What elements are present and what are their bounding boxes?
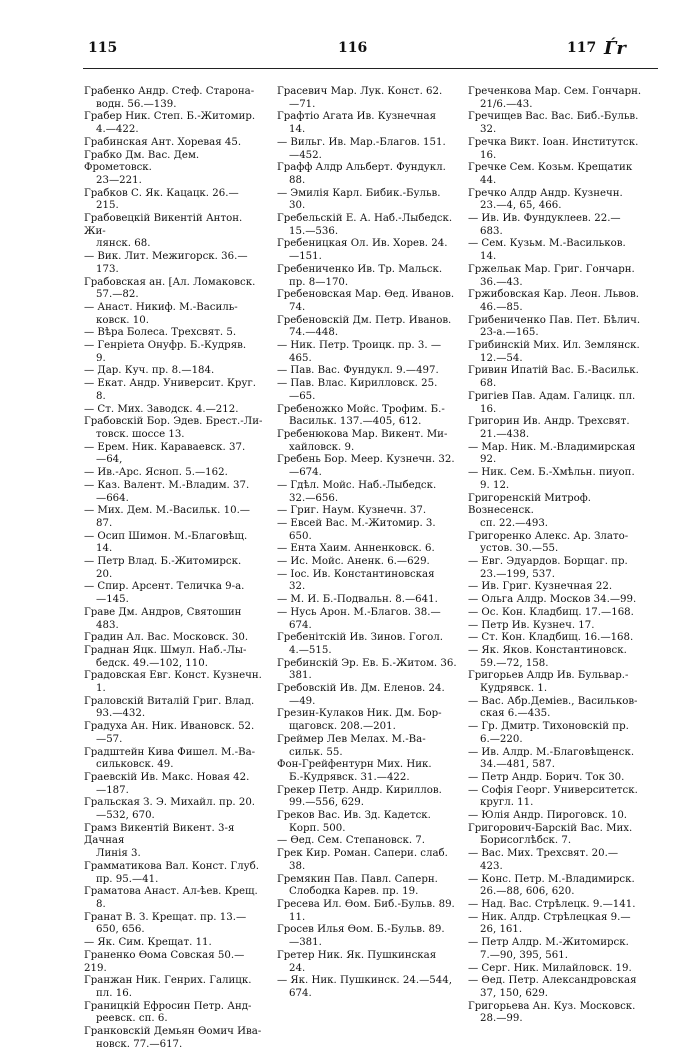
directory-line: — Осип Шимон. М.-Благовѣщ. (84, 530, 248, 542)
directory-line: Слободка Карев. пр. 19. (289, 886, 419, 898)
directory-line: Линія 3. (96, 848, 141, 860)
directory-line: сильк. 55. (289, 746, 343, 758)
directory-line: Граевскій Ив. Макс. Новая 42. (84, 771, 250, 783)
directory-line: 1. (96, 683, 106, 695)
directory-line: — Нусь Арон. М.-Благов. 38.— (277, 606, 441, 618)
directory-line: — Ст. Кон. Кладбищ. 16.—168. (468, 632, 634, 644)
directory-line: 4.—515. (289, 644, 332, 656)
directory-line: Греймер Лев Мелах. М.-Ва- (277, 733, 426, 745)
directory-line: — Ив.-Арс. Ясноп. 5.—162. (84, 467, 228, 479)
directory-line: 38. (289, 860, 306, 872)
directory-line: Гранат В. З. Крещат. пр. 13.— (84, 911, 247, 923)
directory-line: 28.—99. (480, 1013, 523, 1025)
directory-line: 23-а.—165. (480, 327, 539, 339)
directory-line: — Петр Алдр. М.-Житомирск. (468, 937, 629, 949)
directory-line: 32. (480, 124, 497, 136)
directory-line: — Вѣра Болеса. Трехсвят. 5. (84, 327, 237, 339)
directory-line: — Григ. Наум. Кузнечн. 37. (277, 505, 427, 517)
directory-line: Гребовскій Ив. Дм. Еленов. 24. (277, 683, 445, 695)
directory-line: 8. (96, 899, 106, 910)
directory-line: Грабер Ник. Степ. Б.-Житомир. (84, 111, 256, 123)
directory-line: 92. (480, 454, 497, 466)
directory-line: — Вильг. Ив. Мар.-Благов. 151. (277, 136, 446, 148)
directory-line: 9. 12. (480, 479, 510, 491)
directory-line: Граловскій Виталій Григ. Влад. (84, 695, 255, 707)
directory-line: — Гдѣл. Мойс. Наб.-Лыбедск. (277, 479, 437, 491)
directory-line: Кудрявск. 1. (480, 683, 548, 695)
directory-line: 57.—82. (96, 289, 139, 301)
directory-line: 26, 161. (480, 924, 523, 936)
directory-line: Графтіо Агата Ив. Кузнечная (277, 111, 437, 123)
directory-line: 21.—438. (480, 428, 530, 440)
directory-line: Григоренко Алекс. Ар. Злато- (468, 530, 629, 542)
directory-line: Григорьев Алдр Ив. Бульвар.- (468, 670, 629, 682)
directory-line: 30. (289, 200, 306, 212)
directory-line: 20. (96, 568, 113, 580)
directory-line: сильковск. 49. (96, 759, 174, 771)
page-number-left: 115 (88, 40, 118, 56)
directory-line: Фон-Грейфентурн Мих. Ник. (277, 759, 432, 771)
directory-line: Градштейн Кива Фишел. М.-Ва- (84, 746, 256, 758)
directory-line: — Петр Ив. Кузнеч. 17. (468, 619, 595, 631)
directory-line: 483. (96, 619, 119, 631)
directory-line: — Ѳед. Петр. Александровская (468, 975, 637, 987)
directory-line: —674. (289, 467, 322, 479)
directory-line: Гретер Ник. Як. Пушкинская (277, 949, 437, 961)
directory-line: ская 6.—435. (480, 708, 551, 720)
directory-line: 683. (480, 225, 503, 237)
directory-line: Гремякин Пав. Павл. Саперн. (277, 873, 438, 885)
directory-line: Григорин Ив. Андр. Трехсвят. (468, 416, 630, 428)
directory-line: 59.—72, 158. (480, 657, 549, 669)
directory-line: 32. (289, 581, 306, 593)
directory-line: 7.—90, 395, 561. (480, 949, 568, 961)
directory-line: — Мар. Ник. М.-Владимирская (468, 441, 636, 453)
directory-line: Борисоглѣбск. 7. (480, 835, 572, 847)
directory-line: — Анаст. Никиф. М.-Василь- (84, 301, 238, 313)
directory-line: — Каз. Валент. М.-Владим. 37. (84, 479, 250, 491)
directory-line: 381. (289, 670, 312, 682)
page-number-right: 117 (567, 40, 597, 56)
directory-line: Граматова Анаст. Ал-ѣев. Крещ. (84, 886, 258, 898)
directory-line: Грабенко Андр. Стеф. Старона- (84, 86, 255, 97)
directory-line: — Пав. Влас. Кирилловск. 25. (277, 378, 438, 390)
directory-line: —664. (96, 492, 129, 504)
directory-line: — Евсей Вас. М.-Житомир. 3. (277, 517, 436, 529)
directory-line: 87. (96, 517, 113, 529)
directory-line: Гросев Илья Ѳом. Б.-Бульв. 89. (277, 924, 445, 936)
directory-line: Гречищев Вас. Вас. Биб.-Бульв. (468, 111, 639, 123)
directory-line: — Ст. Мих. Заводск. 4.—212. (84, 403, 239, 415)
directory-line: Грек Кир. Роман. Сапери. слаб. (277, 848, 448, 860)
directory-line: 14. (289, 124, 306, 136)
directory-line: 32.—656. (289, 492, 339, 504)
directory-line: Гречке Сем. Козьм. Крещатик (468, 162, 633, 174)
directory-line: Грабовскій Бор. Эдев. Брест.-Ли- (84, 416, 263, 428)
directory-line: — Эмилія Карл. Бибик.-Бульв. (277, 187, 441, 199)
directory-line: 423. (480, 860, 503, 872)
directory-line: Гресева Ил. Ѳом. Биб.-Бульв. 89. (277, 899, 455, 910)
directory-line: —452. (289, 149, 322, 161)
directory-line: — Софія Георг. Университетск. (468, 784, 638, 796)
directory-line: Грибениченко Пав. Пет. Бѣлич. (468, 314, 641, 326)
directory-line: 650, 656. (96, 924, 145, 936)
directory-line: 11. (289, 911, 306, 923)
directory-line: —532, 670. (96, 810, 155, 822)
directory-line: 215. (96, 200, 119, 212)
directory-line: 674. (289, 619, 312, 631)
directory-line: Градовская Евг. Конст. Кузнечн. (84, 670, 262, 682)
directory-line: — Конс. Петр. М.-Владимирск. (468, 873, 635, 885)
directory-line: Грамз Викентій Викент. 3-я Дачная (84, 822, 235, 847)
directory-line: — Ив. Алдр. М.-Благовѣщенск. (468, 746, 635, 758)
directory-line: 34.—481, 587. (480, 759, 555, 771)
directory-line: 650. (289, 530, 312, 542)
directory-line: — Евг. Эдуардов. Борщаг. пр. (468, 556, 628, 568)
directory-line: товск. шоссе 13. (96, 428, 185, 440)
directory-line: 36.—43. (480, 276, 523, 288)
page-number-center: 116 (338, 40, 368, 56)
directory-line: — Ник. Алдр. Стрѣлецкая 9.— (468, 911, 631, 923)
directory-line: —151. (289, 251, 322, 263)
directory-line: — Як. Сим. Крещат. 11. (84, 937, 212, 949)
directory-line: Графф Алдр Альберт. Фундукл. (277, 162, 446, 174)
directory-line: — Ольга Алдр. Москов 34.—99. (468, 594, 637, 606)
directory-line: — Вас. Абр.Деміев., Васильков- (468, 695, 638, 707)
directory-line: 74. (289, 301, 306, 313)
directory-line: — Ис. Мойс. Аненк. 6.—629. (277, 556, 430, 568)
directory-line: — Гр. Дмитр. Тихоновскій пр. (468, 721, 629, 733)
directory-line: — Ник. Сем. Б.-Хмѣльн. пиуоп. (468, 467, 635, 479)
directory-line: Гребениченко Ив. Тр. Мальск. (277, 263, 443, 275)
directory-line: Григорович-Барскій Вас. Мих. (468, 822, 633, 834)
directory-line: Б.-Кудрявск. 31.—422. (289, 771, 410, 783)
directory-line: Гречка Викт. Іоан. Институтск. (468, 136, 639, 148)
directory-line: Гранковскій Демьян Ѳомич Ива- (84, 1026, 262, 1038)
directory-line: Гребинскій Эр. Ев. Б.-Житом. 36. (277, 657, 457, 669)
directory-line: Грезин-Кулаков Ник. Дм. Бор- (277, 708, 442, 720)
directory-line: Васильк. 137.—405, 612. (289, 416, 422, 428)
directory-line: Гральская З. Э. Михайл. пр. 20. (84, 797, 256, 809)
directory-line: — Спир. Арсент. Теличка 9-а. (84, 581, 245, 593)
directory-line: — Як. Ник. Пушкинск. 24.—544, (277, 975, 452, 987)
directory-line: — Іос. Ив. Константиновская (277, 568, 435, 580)
directory-line: 14. (480, 251, 497, 263)
column-right (468, 86, 648, 1026)
directory-line: —49. (289, 695, 316, 707)
directory-line: 74.—448. (289, 327, 339, 339)
directory-line: 24. (289, 962, 306, 974)
directory-line: Градуха Ан. Ник. Ивановск. 52. (84, 721, 255, 733)
directory-line: Грабков С. Як. Кацацк. 26.— (84, 187, 239, 199)
directory-line: — Над. Вас. Стрѣлецк. 9.—141. (468, 899, 636, 910)
page-header (80, 40, 660, 68)
directory-line: ковск. 10. (96, 314, 149, 326)
directory-line: Гречко Алдр Андр. Кузнечн. (468, 187, 623, 199)
directory-line: — Ив. Ив. Фундуклеев. 22.— (468, 213, 621, 225)
directory-line: —187. (96, 784, 129, 796)
directory-line: сп. 22.—493. (480, 517, 549, 529)
directory-line: водн. 56.—139. (96, 98, 177, 110)
directory-line: — М. И. Б.-Подвальн. 8.—641. (277, 594, 438, 606)
directory-line: пр. 95.—41. (96, 873, 159, 885)
directory-line: Гребенюкова Мар. Викент. Ми- (277, 428, 448, 440)
directory-line: 23.—4, 65, 466. (480, 200, 562, 212)
directory-line: лянск. 68. (96, 238, 151, 250)
handwritten-mark: Ѓr (604, 38, 626, 59)
directory-line: Гребеновская Мар. Ѳед. Иванов. (277, 289, 455, 301)
directory-line: —381. (289, 937, 322, 949)
directory-line: — Пав. Вас. Фундукл. 9.—497. (277, 365, 439, 377)
header-rule (83, 68, 658, 69)
directory-line: Грамматикова Вал. Конст. Глуб. (84, 860, 259, 872)
directory-line: —57. (96, 733, 123, 745)
directory-line: — Ѳед. Сем. Степановск. 7. (277, 835, 426, 847)
directory-line: — Ив. Григ. Кузнечная 22. (468, 581, 613, 593)
directory-line: —71. (289, 98, 316, 110)
column-left (84, 86, 264, 1051)
directory-line: Грабовецкій Викентій Антон. Жи- (84, 213, 243, 237)
directory-line: — Петр Андр. Борич. Ток 30. (468, 771, 625, 783)
directory-line: Грибинскій Мих. Ил. Землянск. (468, 340, 640, 352)
directory-line: Граненко Ѳома Совская 50.—219. (84, 949, 245, 974)
directory-line: Гребеножко Мойс. Трофим. Б.- (277, 403, 445, 415)
directory-line: — Петр Влад. Б.-Житомирск. (84, 556, 242, 568)
directory-line: бедск. 49.—102, 110. (96, 657, 208, 669)
directory-line: — Ос. Кон. Кладбищ. 17.—168. (468, 606, 634, 618)
directory-line: 23.—199, 537. (480, 568, 555, 580)
directory-line: 8. (96, 390, 106, 402)
directory-line: реевск. сп. 6. (96, 1013, 168, 1025)
directory-line: 465. (289, 352, 312, 364)
directory-line: — Дар. Куч. пр. 8.—184. (84, 365, 215, 377)
directory-line: —65. (289, 390, 316, 402)
directory-line: 12.—54. (480, 352, 523, 364)
directory-line: Греченкова Мар. Сем. Гончарн. (468, 86, 642, 97)
directory-line: 46.—85. (480, 301, 523, 313)
directory-line: 4.—422. (96, 124, 139, 136)
directory-line: 674. (289, 987, 312, 999)
directory-line: — Вик. Лит. Межигорск. 36.— (84, 251, 248, 263)
directory-line: 6.—220. (480, 733, 523, 745)
directory-line: — Сем. Кузьм. М.-Васильков. (468, 238, 626, 250)
directory-line: Гривин Ипатій Вас. Б.-Васильк. (468, 365, 639, 377)
directory-line: 173. (96, 263, 119, 275)
directory-line: Греков Вас. Ив. Зд. Кадетск. (277, 810, 431, 822)
directory-line: щаговск. 208.—201. (289, 721, 396, 733)
directory-line: — Генріета Онуфр. Б.-Кудряв. (84, 340, 247, 352)
directory-line: пр. 8—170. (289, 276, 349, 288)
directory-line: — Серг. Ник. Милайловск. 19. (468, 962, 632, 974)
directory-line: Корп. 500. (289, 822, 346, 834)
column-middle (277, 86, 457, 1001)
directory-line: Градин Ал. Вас. Московск. 30. (84, 632, 249, 644)
directory-line: —145. (96, 594, 129, 606)
directory-line: Гребельскій Е. А. Наб.-Лыбедск. (277, 213, 453, 225)
directory-line: кругл. 11. (480, 797, 534, 809)
directory-line: 16. (480, 403, 497, 415)
directory-line: пл. 16. (96, 987, 132, 999)
directory-line: — Ник. Петр. Троицк. пр. 3. — (277, 340, 442, 352)
directory-line: 88. (289, 174, 306, 186)
directory-line: Гржельак Мар. Григ. Гончарн. (468, 263, 635, 275)
directory-line: Гребенітскій Ив. Зинов. Гогол. (277, 632, 443, 644)
directory-line: новск. 77.—617. (96, 1038, 183, 1050)
directory-line: 99.—556, 629. (289, 797, 364, 809)
directory-line: — Вас. Мих. Трехсвят. 20.— (468, 848, 619, 860)
directory-line: Грабовская ан. [Ал. Ломаковск. (84, 276, 256, 288)
directory-line: 14. (96, 543, 113, 555)
directory-line: Грасевич Мар. Лук. Конст. 62. (277, 86, 443, 97)
directory-line: Григоренскій Митроф. Вознесенск. (468, 492, 591, 517)
directory-line: 21/6.—43. (480, 98, 533, 110)
directory-line: 26.—88, 606, 620. (480, 886, 575, 898)
directory-line: 15.—536. (289, 225, 339, 237)
directory-line: Граве Дм. Андров, Святошин (84, 606, 242, 618)
directory-line: Гребень Бор. Меер. Кузнечн. 32. (277, 454, 455, 466)
directory-line: Грабинская Ант. Хоревая 45. (84, 136, 242, 148)
directory-line: — Екат. Андр. Университ. Круг. (84, 378, 257, 390)
directory-line: 37, 150, 629. (480, 987, 549, 999)
directory-line: 16. (480, 149, 497, 161)
directory-line: 68. (480, 378, 497, 390)
directory-line: — Ента Хаим. Анненковск. 6. (277, 543, 435, 555)
directory-line: —64, (96, 454, 123, 466)
directory-line: — Ерем. Ник. Караваевск. 37. (84, 441, 246, 453)
directory-line: Гржибовская Кар. Леон. Львов. (468, 289, 640, 301)
directory-line: устов. 30.—55. (480, 543, 559, 555)
directory-line: Границкій Ефросин Петр. Анд- (84, 1000, 252, 1012)
directory-line: — Мих. Дем. М.-Васильк. 10.— (84, 505, 250, 517)
directory-line: Гребеновскій Дм. Петр. Иванов. (277, 314, 452, 326)
directory-line: Граднан Яцк. Шмул. Наб.-Лы- (84, 644, 247, 656)
directory-line: 44. (480, 174, 497, 186)
directory-line: Грекер Петр. Андр. Кириллов. (277, 784, 442, 796)
directory-line: хайловск. 9. (289, 441, 355, 453)
directory-line: Григіев Пав. Адам. Галицк. пл. (468, 390, 636, 402)
directory-line: 93.—432. (96, 708, 146, 720)
directory-line: Гребеницкая Ол. Ив. Хорев. 24. (277, 238, 448, 250)
directory-line: 23—221. (96, 174, 142, 186)
directory-line: Гранжан Ник. Генрих. Галицк. (84, 975, 252, 987)
directory-line: Грабко Дм. Вас. Дем. Фрометовск. (84, 149, 200, 174)
directory-line: Григорьева Ан. Куз. Московск. (468, 1000, 636, 1012)
directory-line: — Юлія Андр. Пироговск. 10. (468, 810, 628, 822)
directory-line: 9. (96, 352, 106, 364)
directory-line: — Як. Яков. Константиновск. (468, 644, 627, 656)
